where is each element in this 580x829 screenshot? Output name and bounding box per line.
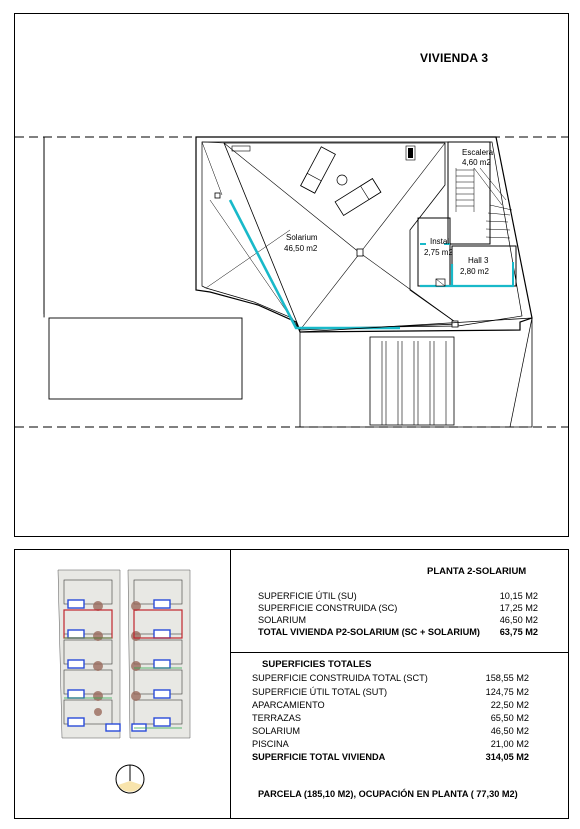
row-value: 158,55 M2	[485, 673, 529, 683]
planta-title: PLANTA 2-SOLARIUM	[427, 566, 527, 577]
row-value: 63,75 M2	[499, 627, 538, 637]
row-value: 22,50 M2	[490, 700, 529, 710]
info-section-divider	[230, 652, 569, 653]
instal-label: Instal.	[430, 237, 452, 246]
solarium-area-label: 46,50 m2	[284, 244, 318, 253]
table-row	[258, 615, 538, 627]
row-label: TOTAL VIVIENDA P2-SOLARIUM (SC + SOLARIUM)	[258, 627, 480, 637]
row-value: 46,50 M2	[499, 615, 538, 625]
column-icon-3	[215, 193, 220, 198]
table-row	[252, 726, 529, 738]
row-value: 17,25 M2	[499, 603, 538, 613]
hall-area-label: 2,80 m2	[460, 267, 489, 276]
row-label: APARCAMIENTO	[252, 700, 325, 710]
side-table-icon	[337, 175, 347, 185]
table-row	[252, 713, 529, 725]
row-value: 21,00 M2	[490, 739, 529, 749]
table-row	[252, 700, 529, 712]
terrace-outline	[300, 318, 532, 427]
column-icon	[357, 249, 363, 256]
row-label: TERRAZAS	[252, 713, 302, 723]
row-label: SUPERFICIE CONSTRUIDA TOTAL (SCT)	[252, 673, 428, 683]
row-label: SOLARIUM	[252, 726, 300, 736]
solarium-label: Solarium	[286, 233, 318, 242]
parking-rectangle	[49, 318, 242, 399]
row-value: 314,05 M2	[485, 752, 529, 762]
table-row	[252, 687, 529, 699]
sunlounger-icon-2	[335, 179, 381, 216]
hall-label: Hall 3	[468, 256, 489, 265]
row-value: 124,75 M2	[485, 687, 529, 697]
hall-room-outline	[452, 246, 516, 286]
railing-accent	[230, 200, 400, 328]
escalera-area-label: 4,60 m2	[462, 158, 491, 167]
info-divider	[230, 549, 231, 819]
parcela-summary: PARCELA (185,10 M2), OCUPACIÓN EN PLANTA ( 77,30 M2)	[258, 789, 518, 799]
drain-icon	[232, 146, 250, 151]
table-row	[252, 739, 529, 751]
instal-area-label: 2,75 m2	[424, 248, 453, 257]
table-row-total	[252, 752, 529, 764]
row-label: SUPERFICIE ÚTIL (SU)	[258, 591, 357, 601]
escalera-label: Escalera	[462, 148, 494, 157]
table-row-total	[258, 627, 538, 639]
row-label: SUPERFICIE CONSTRUIDA (SC)	[258, 603, 398, 613]
pergola	[370, 337, 454, 425]
table-row	[258, 603, 538, 615]
table-row	[252, 673, 529, 685]
row-label: SOLARIUM	[258, 615, 306, 625]
row-label: SUPERFICIE TOTAL VIVIENDA	[252, 752, 386, 762]
table-row	[258, 591, 538, 603]
north-arrow-icon	[114, 763, 146, 795]
sunlounger-icon-1	[301, 147, 336, 193]
row-label: PISCINA	[252, 739, 289, 749]
row-label: SUPERFICIE ÚTIL TOTAL (SUT)	[252, 687, 388, 697]
row-value: 10,15 M2	[499, 591, 538, 601]
plan-title: VIVIENDA 3	[420, 51, 489, 65]
stair-steps	[456, 168, 512, 238]
row-value: 65,50 M2	[490, 713, 529, 723]
site-key-plan	[40, 562, 210, 742]
column-icon-2	[452, 321, 458, 327]
totales-title: SUPERFICIES TOTALES	[262, 659, 372, 670]
row-value: 46,50 M2	[490, 726, 529, 736]
